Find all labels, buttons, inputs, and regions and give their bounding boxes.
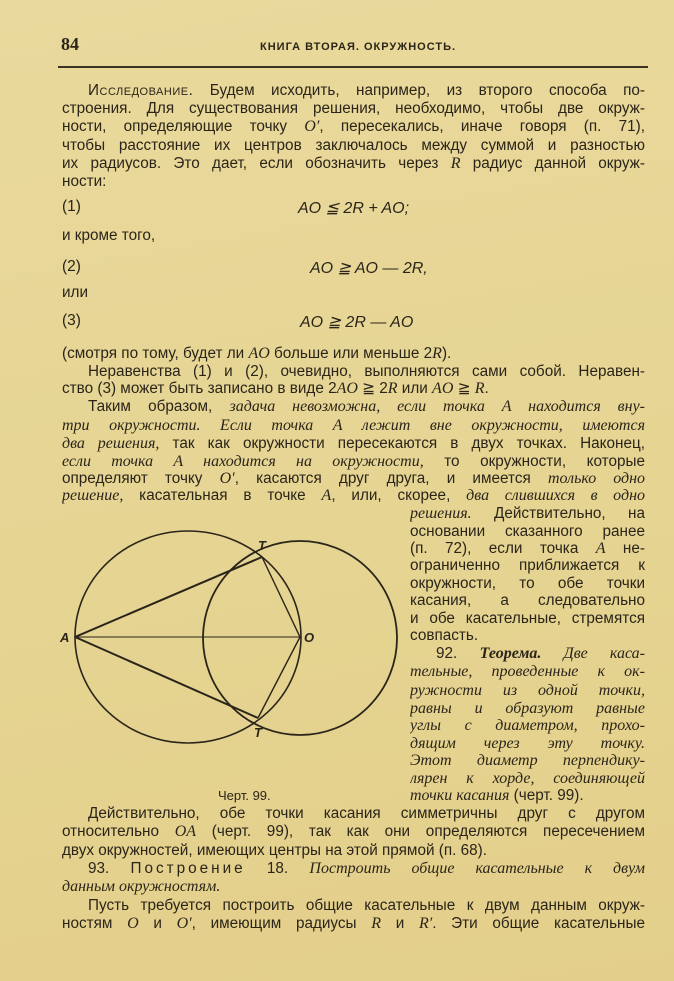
running-head: КНИГА ВТОРАЯ. ОКРУЖНОСТЬ. [260,41,457,53]
italic-text: если точка A находится на окружности, [62,453,424,470]
text-segment: ). [441,345,452,362]
italic-text: два слившихся в одно [466,487,645,504]
italic-text: углы с диаметром, прохо- [410,717,645,734]
text-segment: , пересекались, иначе говоря (п. 71), [319,118,645,135]
italic-text: R [450,155,461,172]
text-segment: 93. [88,860,131,877]
italic-text: O′ [176,915,192,932]
tangent-line-top [75,557,262,637]
text-segment: 18. [245,860,310,877]
italic-text: R′ [418,915,433,932]
text-segment: не- [605,540,645,557]
equation-expression: AO ≧ 2R — AO [300,314,414,331]
text-segment: и [381,915,419,932]
italic-text: AO [336,380,358,397]
text-segment: ≧ 2 [357,380,388,397]
text-segment: Действительно, обе точки касания симметричны друг с другом [88,805,645,822]
page-number: 84 [61,34,79,54]
text-segment: , касаются друг друга, и имеется [234,470,548,487]
italic-text: Построить общие касательные к двум [309,860,645,877]
equation-label: (3) [62,312,81,329]
text-segment: совпасть. [410,627,479,644]
italic-text: A [595,540,606,557]
italic-text: лярен к хорде, соединяющей [410,770,645,787]
text-segment: и [138,915,177,932]
text-segment: Таким образом, [88,398,230,415]
italic-text: O′ [219,470,235,487]
text-segment: окружности, то обе точки [410,575,645,592]
text-segment: ности: [62,173,107,190]
text-segment: касания, а следовательно [410,592,645,609]
text-segment: Неравенства (1) и (2), очевидно, выполняются сами собой. Неравен- [88,363,645,380]
text-segment: и обе касательные, стремятся [410,610,645,627]
text-segment: (смотря по тому, будет ли [62,345,249,362]
italic-text: O [127,915,139,932]
italic-text: R [474,380,485,397]
text-segment: или [397,380,433,397]
italic-text: Теорема. [479,645,542,662]
text-segment: ностям [62,915,128,932]
text-segment: ности, определяющие точку [62,118,305,135]
text-segment: (п. 72), если точка [410,540,596,557]
italic-text: AO [432,380,454,397]
italic-text: два решения, [62,435,160,452]
equation-expression: AO ≧ AO — 2R, [310,260,428,277]
italic-text: тельные, проведенные к ок- [410,663,645,680]
text-segment: Исследование. [88,82,194,99]
text-segment: ≧ [453,380,475,397]
italic-text: Две каса- [541,645,645,662]
text-segment: и кроме того, [62,227,156,244]
italic-text: три окружности. Если точка A лежит вне окружности, имеются [62,417,645,434]
italic-text: решение, [62,487,124,504]
text-segment: то окружности, которые [423,453,645,470]
radius-ot-top [262,557,300,637]
text-segment: чтобы расстояние их центров заключалось между суммой и разностью [62,137,645,154]
text-segment: , или, скорее, [331,487,467,504]
italic-text: Этот диаметр перпендику- [410,752,645,769]
text-segment: определяют точку [62,470,220,487]
text-segment: двух окружностей, имеющих центры на этой прямой (п. 68). [62,842,487,859]
radius-ot-bottom [258,637,300,718]
text-segment: основании сказанного ранее [410,523,645,540]
text-segment: касательная в точке [123,487,322,504]
italic-text: дящим через эту точку. [410,735,645,752]
text-segment: строения. Для существования решения, необходимо, чтобы две окруж- [62,100,645,117]
text-segment: их радиусов. Это дает, если обозначить через [62,155,451,172]
label-t-bottom: T [254,725,262,740]
label-t-top: T [258,538,266,553]
italic-text: O′ [304,118,320,135]
text-segment: Действительно, на [471,505,645,522]
text-segment: относительно [62,823,175,840]
italic-text: R [432,345,442,362]
text-segment: Пусть требуется построить общие касательные к двум данным окруж- [88,897,645,914]
text-segment: так как окружности пересекаются в двух точках. Наконец, [159,435,645,452]
text-segment: ство (3) может быть записано в виде 2 [62,380,337,397]
label-o: O [304,630,315,645]
equation-label: (1) [62,198,81,215]
text-segment: радиус данной окруж- [460,155,645,172]
text-segment: или [62,284,89,301]
italic-text: R [387,380,398,397]
italic-text: только одно [547,470,645,487]
text-segment: . Эти общие касательные [432,915,645,932]
italic-text: ружности из одной точки, [410,682,645,699]
text-segment: . [484,380,489,397]
italic-text: задача невозможна, если точка A находится вну- [229,398,645,415]
text-segment: ограниченно приближается к [410,557,645,574]
italic-text: точки касания [410,787,510,804]
text-segment: Построение [130,860,246,877]
italic-text: решения. [410,505,472,522]
equation-label: (2) [62,258,81,275]
text-segment: (черт. 99). [509,787,584,804]
italic-text: OA [174,823,197,840]
italic-text: AO [248,345,270,362]
text-segment: (черт. 99), так как они определяются пересечением [196,823,645,840]
italic-text: A [321,487,332,504]
text-segment: больше или меньше 2 [269,345,433,362]
italic-text: R [371,915,382,932]
text-segment: Будем исходить, например, из второго способа по- [193,82,645,99]
text-segment: , имеющим радиусы [191,915,372,932]
label-a: A [60,630,70,645]
equation-expression: AO ≦ 2R + AO; [298,200,410,217]
text-segment: 92. [436,645,480,662]
italic-text: данным окружностям. [62,878,221,895]
italic-text: равны и образуют равные [410,700,645,717]
figure-caption: Черт. 99. [218,788,271,803]
